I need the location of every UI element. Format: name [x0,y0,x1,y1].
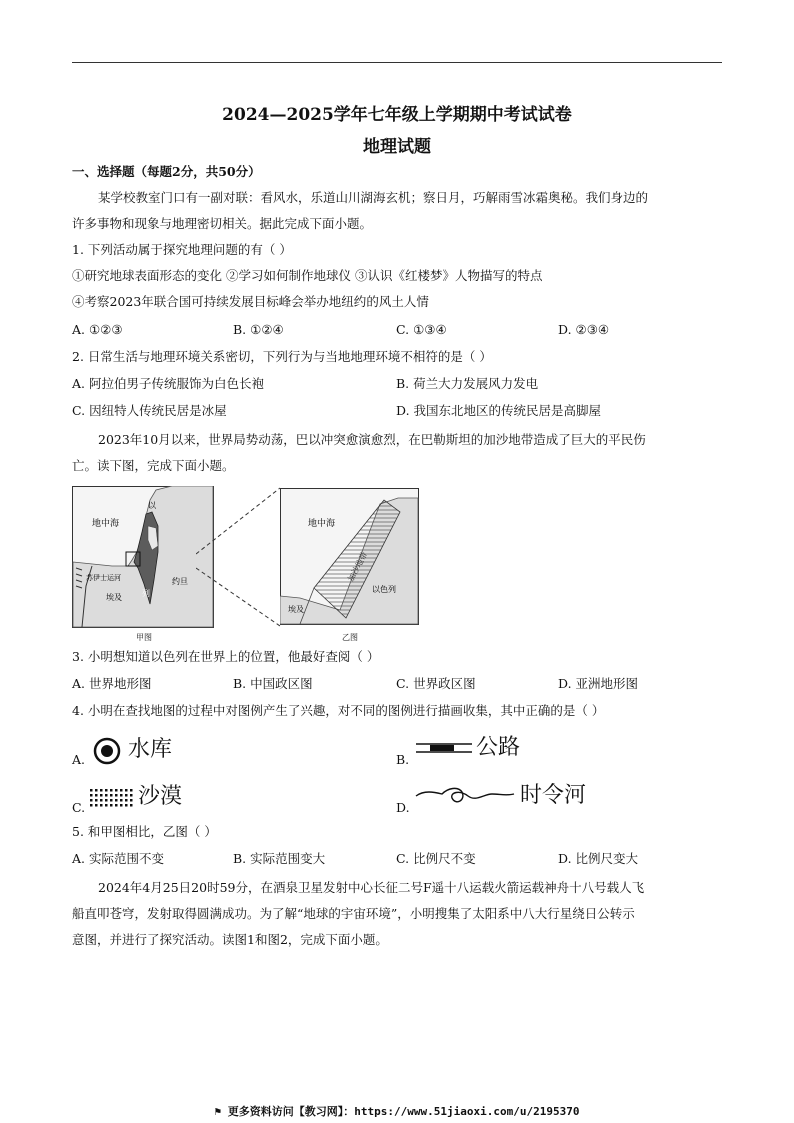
connector-top [196,488,280,554]
egypt-label: 埃及 [106,593,122,602]
header-rule [72,62,722,63]
q1-option-c[interactable]: C. ①③④ [396,322,447,337]
passage2-line-1: 2023年10月以来，世界局势动荡，巴以冲突愈演愈烈，在巴勒斯坦的加沙地带造成了巨大的平民伤 [98,432,646,447]
map-connector [196,486,282,630]
flag-icon: ⚑ [214,1105,222,1118]
egypt2-label: 埃及 [288,605,304,614]
passage3-line-3: 意图，并进行了探究活动。读图1和图2，完成下面小题。 [72,932,388,947]
q4-option-b-letter[interactable]: B. [396,752,410,767]
q1-stem: 1. 下列活动属于探究地理问题的有（ ） [72,242,292,257]
passage3-line-1: 2024年4月25日20时59分，在酒泉卫星发射中心长征二号F遥十八运载火箭运载神舟十八号载人飞 [98,880,645,895]
q4-option-d-letter[interactable]: D. [396,800,410,815]
suez-label: 苏伊士运河 [86,574,121,582]
yi-sea-label: 地中海 [308,519,336,529]
q4-stem: 4. 小明在查找地图的过程中对图例产生了兴趣，对不同的图例进行描画收集，其中正确的是（ ） [72,703,605,718]
q5-option-b[interactable]: B. 实际范围变大 [233,851,326,866]
q3-option-c[interactable]: C. 世界政区图 [396,676,476,691]
intro-line-1: 某学校教室门口有一副对联：看风水，乐道山川湖海玄机；察日月，巧解雨雪冰霜奥秘。我们身边的 [98,190,649,205]
reservoir-icon [92,736,122,766]
q1-option-d[interactable]: D. ②③④ [558,322,610,337]
gaza-label: 加沙地带 [346,550,370,584]
connector-bottom [196,568,280,626]
q2-option-c[interactable]: C. 因纽特人传统民居是冰屋 [72,403,227,418]
map-jia [72,486,214,630]
q5-option-a[interactable]: A. 实际范围不变 [72,851,164,866]
q4-option-c-letter[interactable]: C. [72,800,86,815]
israel-label: 以色列 [372,585,396,594]
q2-option-d[interactable]: D. 我国东北地区的传统民居是高脚屋 [396,403,602,418]
q1-option-a[interactable]: A. ①②③ [72,322,123,337]
q5-option-d[interactable]: D. 比例尺变大 [558,851,639,866]
q2-option-b[interactable]: B. 荷兰大力发展风力发电 [396,376,539,391]
section-heading: 一、选择题（每题2分，共50分） [72,164,261,179]
q3-option-a[interactable]: A. 世界地形图 [72,676,152,691]
q2-option-a[interactable]: A. 阿拉伯男子传统服饰为白色长袍 [72,376,264,391]
passage2-line-2: 亡。读下图，完成下面小题。 [72,458,235,473]
map-yi [280,488,420,626]
q5-option-c[interactable]: C. 比例尺不变 [396,851,476,866]
jia-sea-label: 地中海 [92,519,120,529]
seasonal-river-icon [414,780,518,810]
jordan-label: 约旦 [172,577,188,586]
q1-option-b[interactable]: B. ①②④ [233,322,284,337]
exam-subtitle: 地理试题 [363,137,431,157]
desert-icon [88,786,136,808]
q3-stem: 3. 小明想知道以色列在世界上的位置，他最好查阅（ ） [72,649,380,664]
yi-label: 以 [148,501,156,510]
yi-caption: 乙图 [342,633,358,642]
exam-title: 2024—2025学年七年级上学期期中考试试卷 [222,105,572,125]
q4-option-d-label: 时令河 [520,783,587,808]
passage3-line-2: 船直叩苍穹，发射取得圆满成功。为了解“地球的宇宙环境”，小明搜集了太阳系中八大行星绕日公转示 [72,906,635,921]
q4-option-b-label: 公路 [476,735,521,760]
q3-option-d[interactable]: D. 亚洲地形图 [558,676,639,691]
q2-stem: 2. 日常生活与地理环境关系密切，下列行为与当地地理环境不相符的是（ ） [72,349,492,364]
q3-option-b[interactable]: B. 中国政区图 [233,676,313,691]
footer [0,1103,794,1119]
q4-option-a-letter[interactable]: A. [72,752,86,767]
intro-line-2: 许多事物和现象与地理密切相关。据此完成下面小题。 [72,216,373,231]
q1-items-2: ④考察2023年联合国可持续发展目标峰会举办地纽约的风土人情 [72,294,429,309]
q1-items-1: ①研究地球表面形态的变化 ②学习如何制作地球仪 ③认识《红楼梦》人物描写的特点 [72,268,543,283]
footer-link[interactable]: 更多资料访问【教习网】：https://www.51jiaoxi.com/u/2195370 [227,1105,580,1118]
jia-caption: 甲图 [136,633,152,642]
q4-option-a-label: 水库 [128,737,173,762]
q4-option-c-label: 沙漠 [138,784,183,809]
road-icon [414,740,474,756]
lie-label: 列 [142,589,150,598]
q5-stem: 5. 和甲图相比，乙图（ ） [72,824,217,839]
